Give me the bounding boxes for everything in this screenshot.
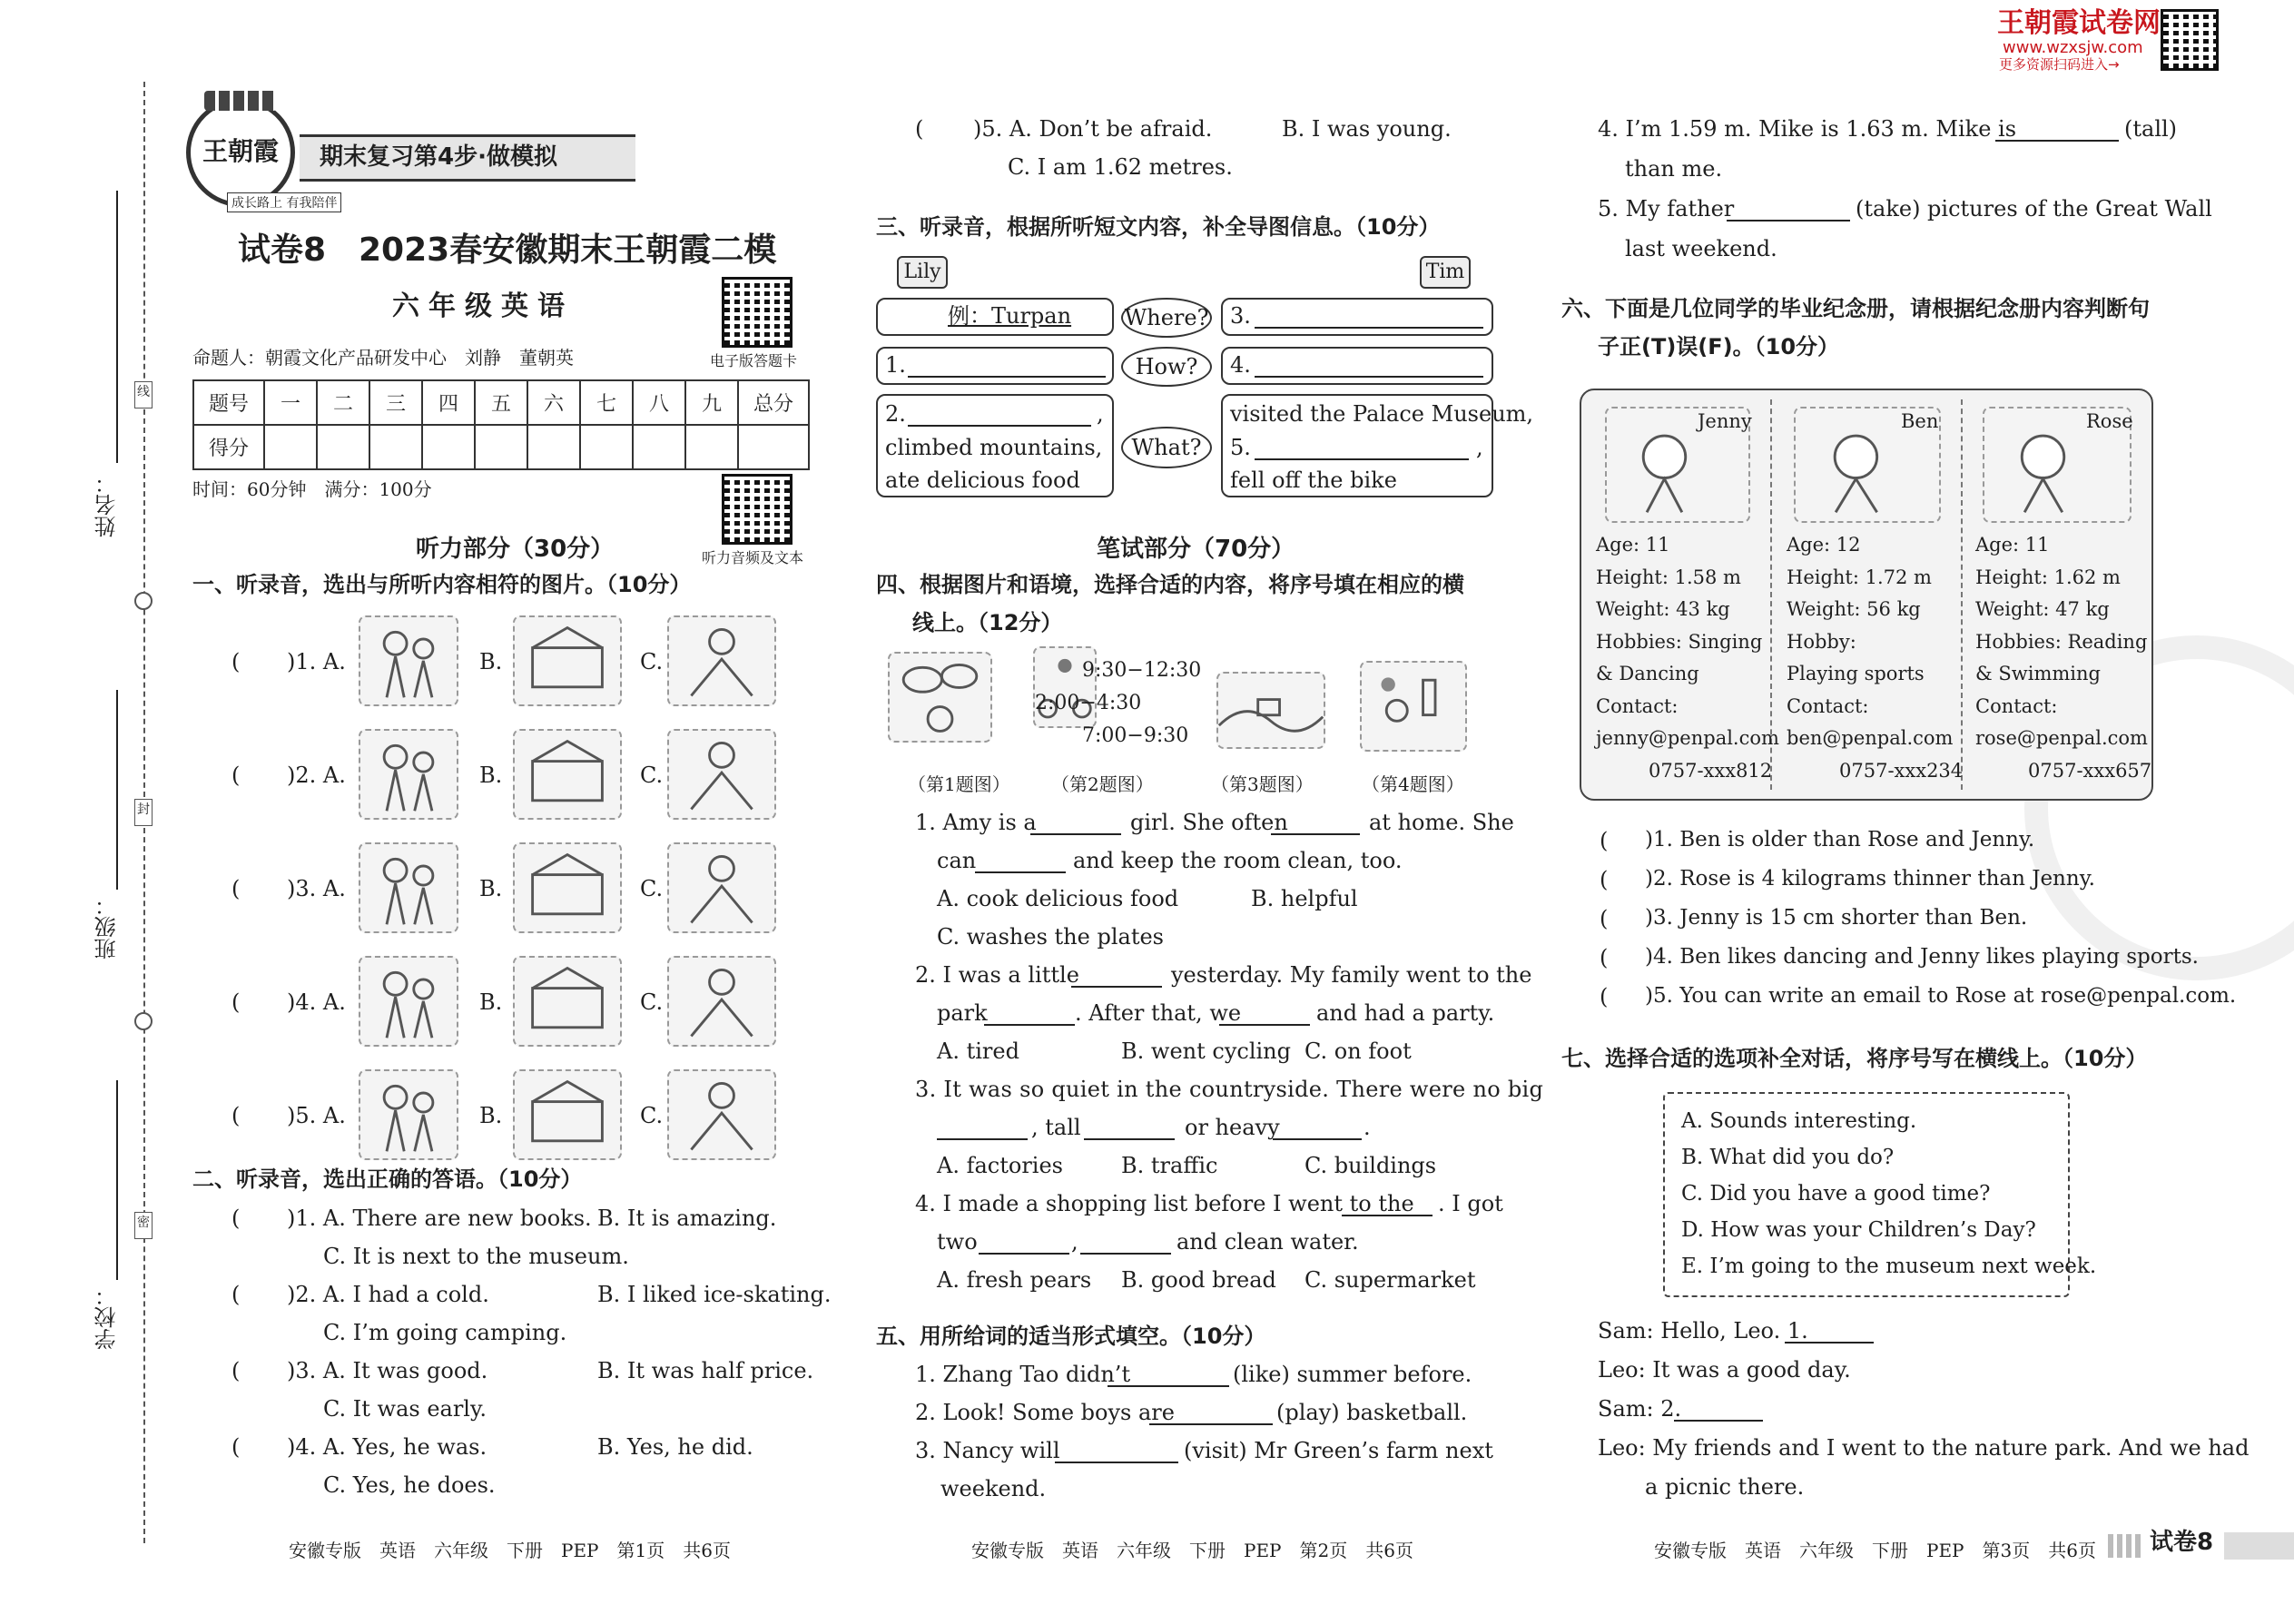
- seal-mark-line: 线: [134, 381, 153, 408]
- map-fell: fell off the bike: [1230, 468, 1397, 493]
- score-cell: 三: [369, 380, 422, 425]
- s4-blank[interactable]: [1080, 1253, 1171, 1255]
- s4-q2-part5: and had a party.: [1316, 1000, 1495, 1026]
- logo-text: 王朝霞: [202, 136, 279, 166]
- map-box-4: [1221, 347, 1493, 385]
- s1-option-c-label: C.: [640, 989, 664, 1015]
- school-label: 学校：: [94, 1284, 120, 1350]
- s5-q4-part2: (tall): [2124, 116, 2178, 142]
- name-line: [116, 191, 118, 463]
- yearbook-divider: [1961, 399, 1963, 790]
- s2-q5-c: C. I am 1.62 metres.: [1008, 154, 1233, 180]
- s2-q1-b: B. It is amazing.: [597, 1206, 777, 1231]
- s1-option-b-label: B.: [479, 763, 503, 788]
- dialog-line-1: Sam: Hello, Leo. 1.: [1598, 1318, 1808, 1343]
- section2-title: 二、听录音，选出正确的答语。（10分）: [192, 1166, 583, 1192]
- map-blank-1[interactable]: [908, 376, 1106, 378]
- q3-picture-countryside-icon: [1216, 672, 1325, 749]
- s2-q3-a: )3. A. It was good.: [287, 1358, 488, 1383]
- s4-q1-opt-a: A. cook delicious food: [937, 886, 1179, 911]
- map-box-3: [1221, 298, 1493, 336]
- s5-q5-part3: last weekend.: [1625, 236, 1777, 261]
- s4-q1-part3: at home. She: [1369, 810, 1514, 835]
- s4-blank[interactable]: [984, 1024, 1075, 1026]
- s4-blank[interactable]: [937, 1138, 1028, 1140]
- s4-q2-part2: yesterday. My family went to the: [1171, 962, 1532, 988]
- map-label-2: 2.: [885, 401, 906, 427]
- score-cell: 八: [633, 380, 685, 425]
- s4-blank[interactable]: [975, 871, 1066, 873]
- s4-q4-opt-c: C. supermarket: [1305, 1267, 1476, 1293]
- dialog-line-4: Leo: My friends and I went to the nature park. And we had: [1598, 1435, 2250, 1461]
- binding-circle-icon: [134, 592, 153, 610]
- card-info-line: Age: 11: [1975, 534, 2050, 556]
- birds-nest-stadium-icon[interactable]: [513, 1069, 622, 1160]
- kids-playing-icon[interactable]: [667, 615, 776, 706]
- s4-q1-opt-c: C. washes the plates: [937, 924, 1164, 950]
- brand-sub: 更多资源扫码进入→: [1999, 56, 2120, 73]
- score-input-cell[interactable]: [369, 425, 422, 469]
- map-blank-2[interactable]: [908, 425, 1091, 427]
- subject-title: 六年级英语: [392, 290, 574, 322]
- s5-q2-part1: 2. Look! Some boys are: [915, 1400, 1175, 1425]
- answer-paren[interactable]: (: [231, 1206, 241, 1231]
- answer-paren[interactable]: (: [231, 649, 241, 674]
- map-comma: ,: [1476, 435, 1483, 460]
- answer-paren[interactable]: (: [1600, 945, 1609, 970]
- step-banner-text: 期末复习第4步·做模拟: [320, 143, 557, 171]
- paper-title: 2023春安徽期末王朝霞二模: [359, 231, 777, 269]
- audio-qr[interactable]: [722, 474, 793, 545]
- card-info-line: & Swimming: [1975, 663, 2101, 684]
- map-blank-5[interactable]: [1255, 458, 1469, 460]
- s4-blank[interactable]: [1084, 1138, 1175, 1140]
- paper-tag: 试卷8: [2150, 1529, 2214, 1556]
- cinema-icon[interactable]: [513, 842, 622, 933]
- page-footer-3: 安徽专版 英语 六年级 下册 PEP 第3页 共6页: [1654, 1540, 2096, 1561]
- dialog-line-3: Sam: 2.: [1598, 1396, 1682, 1422]
- score-cell: 四: [422, 380, 475, 425]
- seal-mark-seal: 封: [134, 799, 153, 826]
- score-input-cell[interactable]: [422, 425, 475, 469]
- answer-paren[interactable]: (: [231, 1434, 241, 1460]
- card-info-line: Weight: 43 kg: [1596, 598, 1730, 620]
- map-ate: ate delicious food: [885, 468, 1080, 493]
- s4-q2-part3: park: [937, 1000, 988, 1026]
- lily-tag: Lily: [897, 256, 948, 289]
- class-line: [116, 690, 118, 890]
- map-label-5: 5.: [1230, 435, 1251, 460]
- card-info-line: rose@penpal.com: [1975, 727, 2148, 749]
- s5-q4-part3: than me.: [1625, 156, 1723, 182]
- s5-blank[interactable]: [1995, 140, 2119, 142]
- brand-url: www.wzxsjw.com: [2003, 38, 2143, 57]
- s4-blank[interactable]: [1071, 986, 1162, 988]
- section4-title-line1: 四、根据图片和语境，选择合适的内容，将序号填在相应的横: [876, 572, 1464, 597]
- s2-q3-c: C. It was early.: [323, 1396, 487, 1422]
- s6-item-1: )1. Ben is older than Rose and Jenny.: [1645, 828, 2035, 851]
- card-info-line: Hobbies: Singing: [1596, 630, 1763, 653]
- time-line: 时间：60分钟 满分：100分: [192, 478, 432, 500]
- score-input-cell[interactable]: [475, 425, 527, 469]
- score-input-cell[interactable]: [527, 425, 580, 469]
- s4-q1-part5: and keep the room clean, too.: [1073, 848, 1403, 873]
- section1-title: 一、听录音，选出与所听内容相符的图片。（10分）: [192, 572, 692, 597]
- dialog-blank-1[interactable]: [1785, 1342, 1874, 1343]
- footer-grey-bar: [2224, 1532, 2294, 1560]
- section4-title-line2: 线上。（12分）: [912, 610, 1063, 635]
- dialog-line-5: a picnic there.: [1645, 1474, 1805, 1500]
- s4-q2-part1: 2. I was a little: [915, 962, 1079, 988]
- map-blank-3[interactable]: [1255, 327, 1483, 329]
- s5-blank[interactable]: [1055, 1462, 1178, 1463]
- s5-blank[interactable]: [1149, 1423, 1273, 1425]
- s4-blank[interactable]: [1273, 1138, 1362, 1140]
- map-climbed: climbed mountains,: [885, 435, 1103, 460]
- card-info-line: Height: 1.62 m: [1975, 566, 2121, 588]
- score-cell: 九: [685, 380, 738, 425]
- s4-blank[interactable]: [1030, 833, 1121, 835]
- s7-option-a: A. Sounds interesting.: [1681, 1109, 1917, 1133]
- card-info-line: Height: 1.72 m: [1787, 566, 1932, 588]
- q1-picture-food-icon: [888, 652, 992, 743]
- writing-title: 笔试部分（70分）: [1097, 536, 1295, 563]
- s7-option-d: D. How was your Children’s Day?: [1681, 1218, 2036, 1242]
- s6-item-4: )4. Ben likes dancing and Jenny likes playing sports.: [1645, 945, 2199, 969]
- s4-q4-part2: . I got: [1438, 1191, 1503, 1216]
- school-line: [116, 1080, 118, 1280]
- fishing-icon[interactable]: [359, 956, 458, 1047]
- card-info-line: Weight: 56 kg: [1787, 598, 1921, 620]
- map-comma: ,: [1097, 401, 1104, 427]
- s4-q1-part4: can: [937, 848, 977, 873]
- s2-q4-b: B. Yes, he did.: [597, 1434, 753, 1460]
- card-info-line: Contact:: [1975, 694, 2058, 717]
- museum-building-icon[interactable]: [359, 729, 458, 820]
- s4-q1-part1: 1. Amy is a: [915, 810, 1037, 835]
- s5-blank[interactable]: [1727, 220, 1850, 221]
- s2-q2-a: )2. A. I had a cold.: [287, 1282, 489, 1307]
- dialog-blank-2[interactable]: [1674, 1420, 1763, 1422]
- s4-q4-part1: 4. I made a shopping list before I went to the: [915, 1191, 1414, 1216]
- s1-option-b-label: B.: [479, 989, 503, 1015]
- s5-q2-part2: (play) basketball.: [1276, 1400, 1468, 1425]
- answer-paren[interactable]: (: [231, 876, 241, 901]
- s4-q4-opt-a: A. fresh pears: [937, 1267, 1092, 1293]
- class-label: 班级：: [94, 894, 120, 960]
- score-input-cell[interactable]: [580, 425, 633, 469]
- card-info-line: Contact:: [1787, 694, 1869, 717]
- audio-label: 听力音频及文本: [702, 549, 804, 566]
- footer-dots-icon: [2108, 1534, 2144, 1558]
- card-info-line: & Dancing: [1596, 663, 1699, 684]
- card-info-line: Contact:: [1596, 694, 1679, 717]
- s2-q2-c: C. I’m going camping.: [323, 1320, 567, 1345]
- rose-name: Rose: [2086, 410, 2133, 432]
- s4-q3-part1: 3. It was so quiet in the countryside. There were no big: [915, 1077, 1544, 1102]
- paper-number: 试卷8: [238, 231, 327, 269]
- answer-card-label: 电子版答题卡: [710, 352, 798, 369]
- map-example-text: [948, 303, 1071, 330]
- caption-4: （第4题图）: [1362, 773, 1464, 795]
- caption-1: （第1题图）: [908, 773, 1010, 795]
- classroom-icon[interactable]: [667, 842, 776, 933]
- logo-crown-icon: [204, 91, 277, 111]
- s4-q2-opt-b: B. went cycling: [1121, 1038, 1291, 1064]
- card-info-line: ben@penpal.com: [1787, 727, 1954, 749]
- score-cell: 总分: [738, 380, 809, 425]
- answer-paren[interactable]: (: [1600, 906, 1609, 931]
- listening-title: 听力部分（30分）: [416, 536, 615, 563]
- card-info-line: 0757-xxx812: [1649, 759, 1773, 782]
- answer-paren[interactable]: (: [231, 1282, 241, 1307]
- s4-q2-part4: . After that, we: [1075, 1000, 1242, 1026]
- children-pair-icon[interactable]: [359, 615, 458, 706]
- card-info-line: Hobbies: Reading: [1975, 630, 2148, 653]
- score-input-cell[interactable]: [738, 425, 809, 469]
- answer-card-qr[interactable]: [722, 277, 793, 348]
- page-footer-2: 安徽专版 英语 六年级 下册 PEP 第2页 共6页: [971, 1540, 1413, 1561]
- map-label-1: 1.: [885, 352, 906, 378]
- score-cell: 七: [580, 380, 633, 425]
- card-info-line: Playing sports: [1787, 663, 1925, 684]
- answer-paren[interactable]: (: [231, 1103, 241, 1128]
- s4-q3-opt-c: C. buildings: [1305, 1153, 1437, 1178]
- s1-item-label: )3. A.: [287, 876, 346, 901]
- caption-2: （第2题图）: [1051, 773, 1154, 795]
- picnic-icon[interactable]: [513, 956, 622, 1047]
- page-footer-1: 安徽专版 英语 六年级 下册 PEP 第1页 共6页: [289, 1540, 731, 1561]
- answer-paren[interactable]: (: [1600, 828, 1609, 853]
- q2-time-2: 2:00−4:30: [1035, 692, 1142, 714]
- s4-q1-opt-b: B. helpful: [1251, 886, 1358, 911]
- s2-q1-a: )1. A. There are new books.: [287, 1206, 592, 1231]
- answer-paren[interactable]: (: [1600, 984, 1609, 1009]
- s5-q1-part1: 1. Zhang Tao didn’t: [915, 1362, 1131, 1387]
- dialog-line-2: Leo: It was a good day.: [1598, 1357, 1851, 1383]
- map-blank-4[interactable]: [1255, 376, 1483, 378]
- card-info-line: jenny@penpal.com: [1596, 727, 1779, 749]
- s4-q2-opt-a: A. tired: [937, 1038, 1019, 1064]
- score-cell: 题号: [193, 380, 264, 425]
- map-label-4: 4.: [1230, 352, 1251, 378]
- s4-q3-period: .: [1364, 1115, 1371, 1140]
- s1-option-b-label: B.: [479, 1103, 503, 1128]
- card-info-line: 0757-xxx657: [2028, 759, 2152, 782]
- answer-paren[interactable]: (: [1600, 867, 1609, 892]
- boys-icon[interactable]: [513, 615, 622, 706]
- card-info-line: Hobby:: [1787, 630, 1856, 653]
- brand-name: 王朝霞试卷网: [1997, 7, 2161, 39]
- score-cell: 二: [317, 380, 369, 425]
- tim-tag: Tim: [1420, 256, 1471, 289]
- q2-time-1: 9:30−12:30: [1082, 659, 1202, 682]
- s2-q4-c: C. Yes, he does.: [323, 1472, 496, 1498]
- city-skyline-icon[interactable]: [359, 1069, 458, 1160]
- s2-q5-b: B. I was young.: [1282, 116, 1452, 142]
- s2-q1-c: C. It is next to the museum.: [323, 1244, 629, 1269]
- map-example-label: 例：Turpan: [948, 303, 1072, 329]
- s1-item-label: )4. A.: [287, 989, 346, 1015]
- s4-q3-opt-b: B. traffic: [1121, 1153, 1218, 1178]
- s4-q3-opt-a: A. factories: [937, 1153, 1063, 1178]
- s6-item-2: )2. Rose is 4 kilograms thinner than Jenny.: [1645, 867, 2095, 891]
- score-table: [192, 379, 810, 470]
- s4-q4-opt-b: B. good bread: [1121, 1267, 1276, 1293]
- q2-time-3: 7:00−9:30: [1082, 724, 1189, 747]
- s2-q5-a: )5. A. Don’t be afraid.: [973, 116, 1213, 142]
- s7-option-b: B. What did you do?: [1681, 1146, 1895, 1169]
- s2-q2-b: B. I liked ice-skating.: [597, 1282, 832, 1307]
- s1-option-b-label: B.: [479, 649, 503, 674]
- name-label: 姓名：: [94, 472, 120, 537]
- score-input-cell[interactable]: [685, 425, 738, 469]
- where-oval: Where?: [1121, 298, 1212, 338]
- score-cell: 六: [527, 380, 580, 425]
- s6-item-5: )5. You can write an email to Rose at rose@penpal.com.: [1645, 984, 2237, 1008]
- what-oval: What?: [1121, 427, 1212, 468]
- answer-paren[interactable]: (: [231, 1358, 241, 1383]
- stadium-icon[interactable]: [513, 729, 622, 820]
- score-input-cell[interactable]: [317, 425, 369, 469]
- s1-item-label: )5. A.: [287, 1103, 346, 1128]
- logo-slogan: 成长路上 有我陪伴: [227, 192, 341, 212]
- score-value-row: [193, 425, 809, 469]
- s5-q3-part3: weekend.: [940, 1476, 1047, 1501]
- card-info-line: Age: 12: [1787, 534, 1861, 556]
- s4-blank[interactable]: [1219, 1024, 1310, 1026]
- s6-item-3: )3. Jenny is 15 cm shorter than Ben.: [1645, 906, 2028, 930]
- s2-q4-a: )4. A. Yes, he was.: [287, 1434, 487, 1460]
- card-info-line: Age: 11: [1596, 534, 1670, 556]
- jenny-name: Jenny: [1698, 410, 1752, 432]
- caption-3: （第3题图）: [1211, 773, 1314, 795]
- s7-option-e: E. I’m going to the museum next week.: [1681, 1255, 2097, 1278]
- s5-q1-part2: (like) summer before.: [1233, 1362, 1472, 1387]
- seal-mark-secret: 密: [134, 1212, 153, 1239]
- section3-title: 三、听录音，根据所听短文内容，补全导图信息。（10分）: [876, 214, 1441, 240]
- s1-item-label: )2. A.: [287, 763, 346, 788]
- card-info-line: Height: 1.58 m: [1596, 566, 1741, 588]
- s4-q4-part3: two: [937, 1229, 978, 1255]
- swimming-icon[interactable]: [667, 956, 776, 1047]
- s4-blank[interactable]: [979, 1253, 1069, 1255]
- answer-paren[interactable]: (: [231, 763, 241, 788]
- s1-option-c-label: C.: [640, 763, 664, 788]
- section6-title-line1: 六、下面是几位同学的毕业纪念册，请根据纪念册内容判断句: [1561, 296, 2150, 321]
- gate-building-icon[interactable]: [667, 729, 776, 820]
- card-info-line: Weight: 47 kg: [1975, 598, 2110, 620]
- section6-title-line2: 子正(T)误(F)。（10分）: [1598, 334, 1840, 359]
- s4-q2-opt-c: C. on foot: [1305, 1038, 1412, 1064]
- ben-name: Ben: [1901, 410, 1939, 432]
- s5-q3-part2: (visit) Mr Green’s farm next: [1184, 1438, 1493, 1463]
- s1-option-b-label: B.: [479, 876, 503, 901]
- map-visited: visited the Palace Museum,: [1230, 401, 1534, 427]
- score-row-label: 得分: [193, 425, 264, 469]
- section7-title: 七、选择合适的选项补全对话，将序号写在横线上。（10分）: [1561, 1046, 2148, 1071]
- answer-paren[interactable]: (: [915, 116, 924, 142]
- s1-option-c-label: C.: [640, 1103, 664, 1128]
- s1-item-label: )1. A.: [287, 649, 346, 674]
- binding-circle-icon: [134, 1012, 153, 1030]
- score-cell: 一: [264, 380, 317, 425]
- answer-paren[interactable]: (: [231, 989, 241, 1015]
- score-header-row: [193, 380, 809, 425]
- s5-q4-part1: 4. I’m 1.59 m. Mike is 1.63 m. Mike is: [1598, 116, 2017, 142]
- s4-q3-part3: or heavy: [1185, 1115, 1280, 1140]
- s5-q3-part1: 3. Nancy will: [915, 1438, 1060, 1463]
- map-box-1: [876, 347, 1114, 385]
- logo-badge: [186, 98, 295, 207]
- s1-option-c-label: C.: [640, 876, 664, 901]
- s4-q4-comma: ,: [1071, 1229, 1078, 1255]
- score-cell: 五: [475, 380, 527, 425]
- score-input-cell[interactable]: [264, 425, 317, 469]
- s5-q5-part1: 5. My father: [1598, 196, 1735, 221]
- s4-blank[interactable]: [1342, 1215, 1433, 1216]
- map-label-3: 3.: [1230, 303, 1251, 329]
- s4-q1-part2: girl. She often: [1130, 810, 1288, 835]
- s4-q3-part2: , tall: [1031, 1115, 1081, 1140]
- s4-q4-part4: and clean water.: [1177, 1229, 1359, 1255]
- card-info-line: 0757-xxx234: [1839, 759, 1964, 782]
- clock-tower-icon[interactable]: [667, 1069, 776, 1160]
- s5-blank[interactable]: [1108, 1385, 1229, 1387]
- s5-q5-part2: (take) pictures of the Great Wall: [1856, 196, 2212, 221]
- girl-waving-icon[interactable]: [359, 842, 458, 933]
- s7-option-c: C. Did you have a good time?: [1681, 1182, 1991, 1206]
- s2-q3-b: B. It was half price.: [597, 1358, 814, 1383]
- q4-picture-shopping-icon: [1360, 661, 1467, 752]
- section5-title: 五、用所给词的适当形式填空。（10分）: [876, 1324, 1266, 1349]
- author-line: 命题人：朝霞文化产品研发中心 刘静 董朝英: [192, 347, 574, 369]
- brand-qr-code[interactable]: [2161, 9, 2219, 71]
- s4-blank[interactable]: [1271, 833, 1360, 835]
- score-input-cell[interactable]: [633, 425, 685, 469]
- how-oval: How?: [1121, 347, 1212, 387]
- s1-option-c-label: C.: [640, 649, 664, 674]
